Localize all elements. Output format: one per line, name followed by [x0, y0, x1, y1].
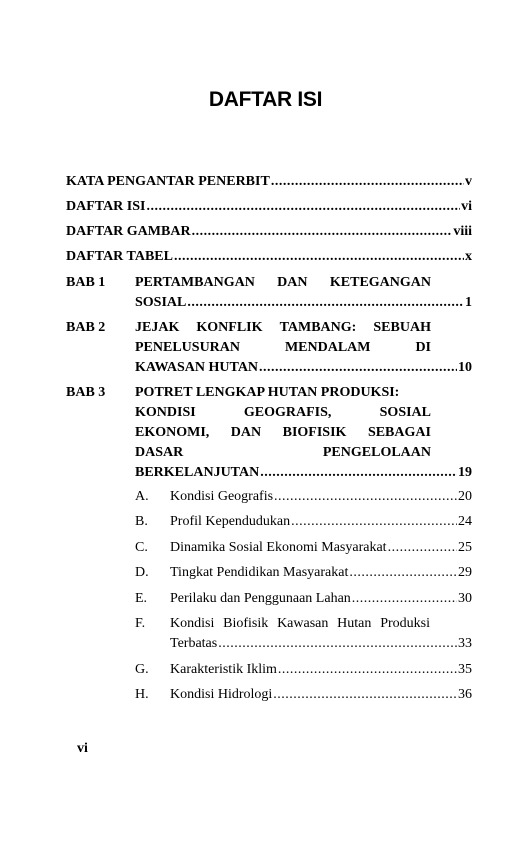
section-page: 33 [458, 636, 472, 651]
toc-section-d[interactable] [66, 563, 472, 583]
section-letter: G. [135, 662, 149, 677]
section-entry [170, 512, 472, 532]
section-entry [170, 685, 472, 705]
toc-section-a[interactable] [66, 487, 472, 507]
toc-section-e[interactable] [66, 589, 472, 609]
toc-entry-kata-pengantar[interactable] [66, 172, 472, 192]
page-title: DAFTAR ISI [208, 88, 323, 111]
section-title: Dinamika Sosial Ekonomi Masyarakat [170, 540, 387, 555]
chapter-page: 10 [458, 360, 472, 375]
section-letter: B. [135, 514, 148, 529]
section-entry [170, 589, 472, 609]
chapter-page: 1 [465, 295, 472, 310]
section-page: 35 [458, 662, 472, 677]
toc-entry-daftar-tabel[interactable] [66, 247, 472, 267]
dot-leader [260, 463, 457, 483]
section-letter: F. [135, 616, 146, 631]
toc-entry-page: x [465, 249, 472, 264]
dot-leader [291, 512, 457, 532]
toc-entry-title: DAFTAR ISI [66, 199, 146, 214]
toc-entry-title: DAFTAR TABEL [66, 249, 173, 264]
dot-leader [274, 487, 457, 507]
section-entry [170, 660, 472, 680]
section-title: Kondisi Geografis [170, 489, 274, 504]
dot-leader [146, 197, 460, 217]
section-title: Profil Kependudukan [170, 514, 291, 529]
toc-entry-title: DAFTAR GAMBAR [66, 224, 191, 239]
section-letter: C. [135, 540, 148, 555]
section-title: Tingkat Pendidikan Masyarakat [170, 565, 349, 580]
section-page: 29 [458, 565, 472, 580]
dot-leader [187, 293, 464, 313]
chapter-title-line: DASAR PENGELOLAAN [135, 445, 431, 460]
toc-entry-page: v [465, 174, 472, 189]
section-page: 36 [458, 687, 472, 702]
toc-section-f[interactable] [66, 614, 472, 654]
section-letter: A. [135, 489, 149, 504]
toc-entry-title: KATA PENGANTAR PENERBIT [66, 174, 270, 189]
chapter-label: BAB 1 [66, 275, 106, 290]
chapter-page: 19 [458, 465, 472, 480]
section-title: Terbatas [170, 636, 218, 651]
section-title-last-line [170, 634, 472, 654]
toc-entry-page: viii [453, 224, 472, 239]
section-letter: E. [135, 591, 148, 606]
section-page: 30 [458, 591, 472, 606]
dot-leader [273, 685, 457, 705]
section-letter: H. [135, 687, 149, 702]
section-page: 20 [458, 489, 472, 504]
section-page: 24 [458, 514, 472, 529]
section-title: Karakteristik Iklim [170, 662, 277, 677]
toc-entry-page: vi [461, 199, 472, 214]
section-entry [170, 563, 472, 583]
chapter-title-last-line: SOSIAL ..... 1 [135, 293, 472, 313]
section-title: Kondisi Hidrologi [170, 687, 273, 702]
dot-leader [259, 358, 457, 378]
chapter-title [135, 273, 472, 313]
section-title-line: Kondisi Biofisik Kawasan Hutan Produksi [170, 616, 430, 631]
chapter-title-line: PENELUSURAN MENDALAM DI [135, 340, 431, 355]
toc-entry-daftar-gambar[interactable] [66, 222, 472, 242]
toc-chapter-3[interactable] [66, 383, 472, 483]
dot-leader [349, 563, 457, 583]
chapter-title-line: PERTAMBANGAN DAN KETEGANGAN [135, 275, 431, 290]
chapter-label: BAB 3 [66, 385, 106, 400]
dot-leader [271, 172, 464, 192]
toc-section-b[interactable] [66, 512, 472, 532]
dot-leader [192, 222, 453, 242]
section-title: Perilaku dan Penggunaan Lahan [170, 591, 351, 606]
section-entry [170, 614, 472, 654]
section-page: 25 [458, 540, 472, 555]
chapter-title-line: KONDISI GEOGRAFIS, SOSIAL [135, 405, 431, 420]
dot-leader [388, 538, 457, 558]
toc-chapter-1[interactable] [66, 273, 472, 313]
toc-section-g[interactable] [66, 660, 472, 680]
chapter-title-line: JEJAK KONFLIK TAMBANG: SEBUAH [135, 320, 431, 335]
dot-leader [174, 247, 464, 267]
section-entry [170, 487, 472, 507]
section-entry [170, 538, 472, 558]
dot-leader [352, 589, 457, 609]
chapter-title-last-line: BERKELANJUTAN ..... 19 [135, 463, 472, 483]
chapter-title-last-line: KAWASAN HUTAN ..... 10 [135, 358, 472, 378]
toc-section-h[interactable] [66, 685, 472, 705]
dot-leader [218, 634, 457, 654]
chapter-title-line: EKONOMI, DAN BIOFISIK SEBAGAI [135, 425, 431, 440]
chapter-title-line: POTRET LENGKAP HUTAN PRODUKSI: [135, 385, 400, 400]
section-letter: D. [135, 565, 149, 580]
chapter-title [135, 318, 472, 378]
chapter-title [135, 383, 472, 483]
toc-chapter-2[interactable] [66, 318, 472, 378]
toc-entry-daftar-isi[interactable] [66, 197, 472, 217]
page-number: vi [77, 741, 88, 756]
dot-leader [278, 660, 457, 680]
chapter-label: BAB 2 [66, 320, 106, 335]
toc-section-c[interactable] [66, 538, 472, 558]
